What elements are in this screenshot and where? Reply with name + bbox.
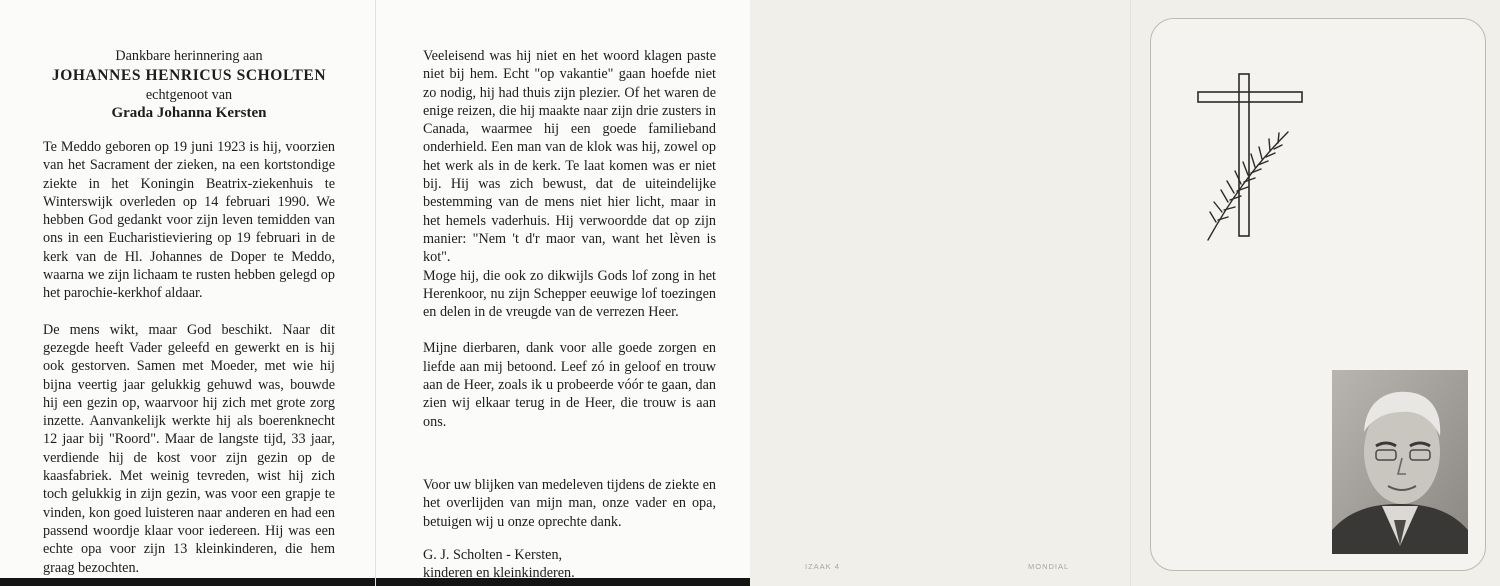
middle-column <box>423 47 716 582</box>
signature-line: G. J. Scholten - Kersten, <box>423 546 563 563</box>
deceased-name: JOHANNES HENRICUS SCHOLTEN <box>51 67 327 84</box>
prayer-paragraph: Moge hij, die ook zo dikwijls Gods lof zong in het Herenkoor, nu zijn Schepper eeuwige lof toezingen en delen in de vreugde van de verrezen Heer. <box>423 267 716 321</box>
farewell-paragraph: Mijne dierbaren, dank voor alle goede zorgen en liefde aan mij betoond. Leef zó in geloof en trouw aan de Heer, zoals ik u probeerde vóór te gaan, dan zien wij elkaar terug in de Heer, die trouw is aan ons. <box>423 340 716 430</box>
fold-line <box>1130 0 1131 586</box>
printer-code: IZAAK 4 <box>805 562 840 571</box>
biography-paragraph: Te Meddo geboren op 19 juni 1923 is hij, voorzien van het Sacrament der zieken, na een kortstondige ziekte in het Koningin Beatrix-ziekenhuis te Winterswijk overleden op 14 februari 1990. We hebben God gedankt voor zijn leven temidden van ons in een Eucharistieviering op 19 februari in de kerk van de Hl. Johannes de Doper te Meddo, waarna we zijn lichaam te rusten hebben gelegd op het parochie-kerkhof aldaar. <box>43 139 335 302</box>
portrait-photo <box>1332 370 1468 554</box>
biography-paragraph: Veeleisend was hij niet en het woord klagen paste niet bij hem. Echt "op vakantie" gaan hoefde niet zo nodig, hij had thuis zijn plezier. Of het waren de enige reizen, die hij maakte naar zijn drie zusters in Canada, waarmee hij een goede familieband onderhield. Een man van de klok was hij, zowel op het werk als in de kerk. Te laat komen was er niet bij. Hij was zich bewust, dat de uiteindelijke bestemming van de mens niet hier licht, maar in het hemels vaderhuis. Hij verwoordde dat op zijn manier: "Nem 't d'r maor van, want het lèven is kot". <box>423 48 716 266</box>
cross-with-palm-icon <box>1194 72 1306 246</box>
fold-line <box>375 0 376 586</box>
relation-text: echtgenoot van <box>145 87 233 103</box>
printer-name: MONDIAL <box>1028 562 1070 571</box>
thanks-paragraph: Voor uw blijken van medeleven tijdens de ziekte en het overlijden van mijn man, onze vader en opa, betuigen wij u onze oprechte dank. <box>423 476 716 530</box>
biography-paragraph: De mens wikt, maar God beschikt. Naar dit gezegde heeft Vader geleefd en gewerkt en is hij ook gestorven. Samen met Moeder, met wie hij bijna veertig jaar gelukkig gehuwd was, bouwde hij een gezin op, waarvoor hij zich met grote zorg inzette. Aanvankelijk werkte hij als boerenknecht 12 jaar bij "Roord". Maar de langste tijd, 33 jaar, verdiende hij de kost voor zijn gezin op de kaasfabriek. Met weinig tevreden, wist hij zich toch gelukkig in zijn gezin, was voor een grapje te vinden, kon goed luisteren naar anderen en had een passend woordje klaar voor iedereen. Hij was een echte opa voor zijn 13 kleinkinderen, die hem graag bezochten. <box>43 321 335 576</box>
signature-line: kinderen en kleinkinderen. <box>423 565 575 582</box>
memorial-heading: Dankbare herinnering aan <box>115 48 263 64</box>
spouse-name: Grada Johanna Kersten <box>111 105 267 121</box>
left-column <box>43 47 335 577</box>
